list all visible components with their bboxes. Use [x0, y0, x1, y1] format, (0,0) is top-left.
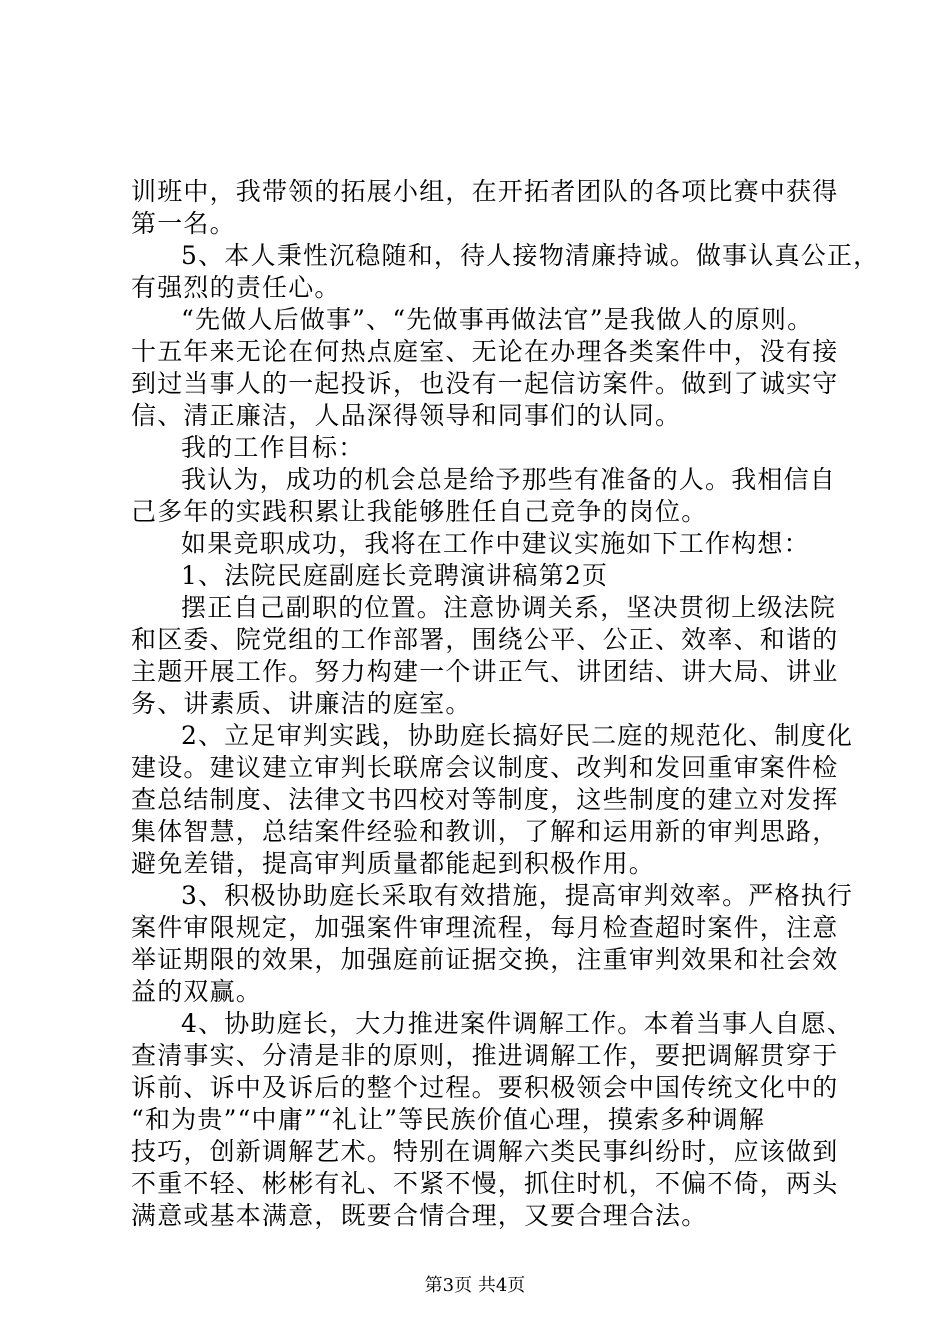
text-line: 案件审限规定，加强案件审理流程，每月检查超时案件，注意: [131, 913, 839, 942]
text-line: 如果竞职成功，我将在工作中建议实施如下工作构想：: [181, 529, 810, 558]
text-line: 训班中，我带领的拓展小组，在开拓者团队的各项比赛中获得: [131, 177, 839, 206]
page-footer: 第3页 共4页: [424, 1275, 526, 1296]
text-line: 益的双赢。: [131, 977, 263, 1006]
text-line: 5、本人秉性沉稳随和，待人接物清廉持诚。做事认真公正，: [181, 241, 880, 270]
text-line: 信、清正廉洁，人品深得领导和同事们的认同。: [131, 401, 682, 430]
text-line: “先做人后做事”、“先做事再做法官”是我做人的原则。: [181, 305, 814, 334]
text-line: 务、讲素质、讲廉洁的庭室。: [131, 689, 472, 718]
text-line: 十五年来无论在何热点庭室、无论在办理各类案件中，没有接: [131, 337, 839, 366]
text-line: 诉前、诉中及诉后的整个过程。要积极领会中国传统文化中的: [131, 1073, 839, 1102]
text-line: 己多年的实践积累让我能够胜任自己竞争的岗位。: [131, 497, 708, 526]
text-line: 建设。建议建立审判长联席会议制度、改判和发回重审案件检: [131, 753, 839, 782]
text-line: 3、积极协助庭长采取有效措施，提高审判效率。严格执行: [181, 881, 854, 910]
text-line: 查总结制度、法律文书四校对等制度，这些制度的建立对发挥: [131, 785, 839, 814]
text-line: 举证期限的效果，加强庭前证据交换，注重审判效果和社会效: [131, 945, 839, 974]
text-line: 1、法院民庭副庭长竞聘演讲稿第2页: [181, 561, 609, 590]
text-line: 有强烈的责任心。: [131, 273, 341, 302]
text-line: 第一名。: [131, 209, 236, 238]
text-line: 4、协助庭长，大力推进案件调解工作。本着当事人自愿、: [181, 1009, 854, 1038]
text-line: 我的工作目标：: [181, 433, 365, 462]
text-line: 技巧，创新调解艺术。特别在调解六类民事纠纷时，应该做到: [131, 1137, 839, 1166]
text-line: 到过当事人的一起投诉，也没有一起信访案件。做到了诚实守: [131, 369, 839, 398]
text-line: 2、立足审判实践，协助庭长搞好民二庭的规范化、制度化: [181, 721, 854, 750]
text-line: 我认为，成功的机会总是给予那些有准备的人。我相信自: [181, 465, 837, 494]
text-line: 查清事实、分清是非的原则，推进调解工作，要把调解贯穿于: [131, 1041, 839, 1070]
text-line: 避免差错，提高审判质量都能起到积极作用。: [131, 849, 656, 878]
text-line: 不重不轻、彬彬有礼、不紧不慢，抓住时机，不偏不倚，两头: [131, 1169, 839, 1198]
text-line: 摆正自己副职的位置。注意协调关系，坚决贯彻上级法院: [181, 593, 837, 622]
text-line: 和区委、院党组的工作部署，围绕公平、公正、效率、和谐的: [131, 625, 839, 654]
text-line: 主题开展工作。努力构建一个讲正气、讲团结、讲大局、讲业: [131, 657, 839, 686]
text-line: 集体智慧，总结案件经验和教训，了解和运用新的审判思路，: [131, 817, 839, 846]
text-line: 满意或基本满意，既要合情合理，又要合理合法。: [131, 1201, 708, 1230]
text-line: “和为贵”“中庸”“礼让”等民族价值心理，摸索多种调解: [131, 1105, 766, 1134]
